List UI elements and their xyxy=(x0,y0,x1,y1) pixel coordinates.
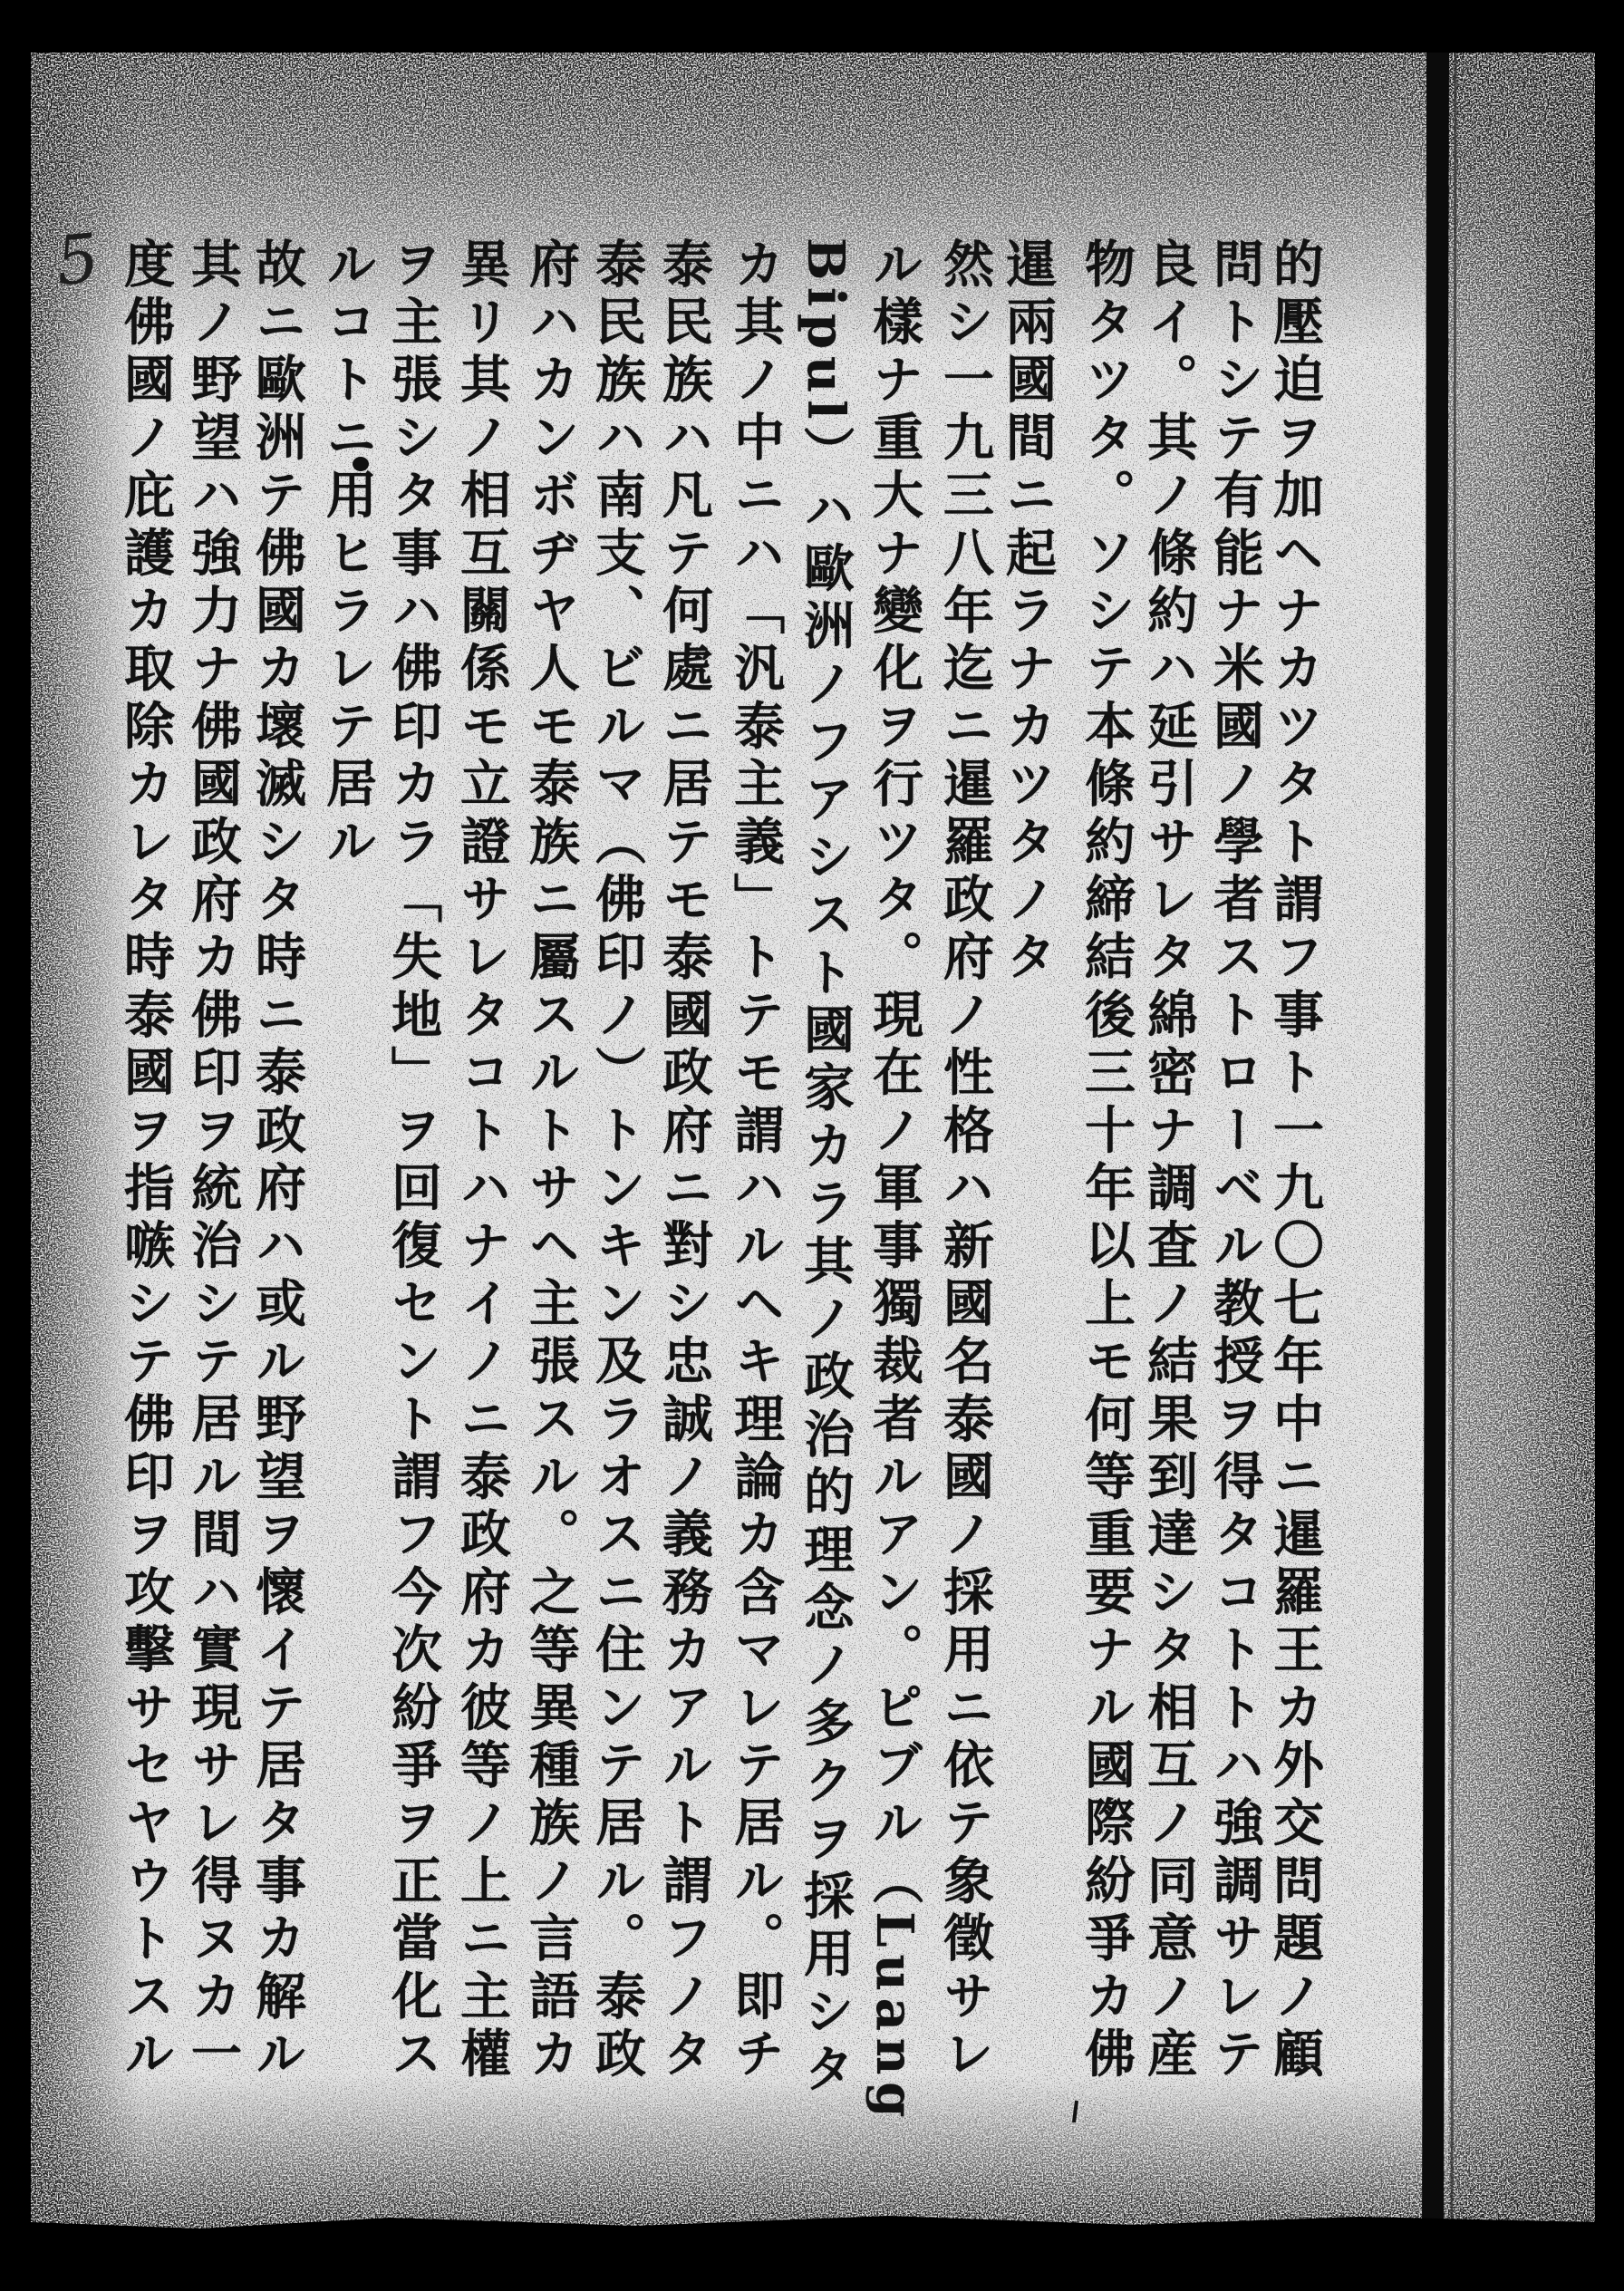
text-column-9: カ其ノ中ニハ「汎泰主義」トテモ謂ハルヘキ理論カ含マレテ居ル。即チ xyxy=(726,237,786,2085)
text-column-11: 泰民族ハ南支、ビルマ（佛印ノ）トンキン及ラオスニ住ンテ居ル。泰政 xyxy=(587,237,647,2085)
text-column-4: 物タツタ。ソシテ本條約締結後三十年以上モ何等重要ナル國際紛爭カ佛 xyxy=(1077,237,1136,2085)
text-column-15: ルコトニ用ヒラレテ居ル xyxy=(318,237,378,873)
text-column-5: 暹兩國間ニ起ラナカツタノタ xyxy=(998,237,1058,989)
text-column-12: 府ハカンボヂヤ人モ泰族ニ屬スルトサヘ主張スル。之等異種族ノ言語カ xyxy=(521,237,581,2085)
text-column-3: 良イ。其ノ條約ハ延引サレタ綿密ナ調査ノ結果到達シタ相互ノ同意ノ産 xyxy=(1139,237,1199,2085)
text-column-2: 問トシテ有能ナ米國ノ學者ストローベル教授ヲ得タコトトハ強調サレテ xyxy=(1205,237,1265,2085)
text-column-10: 泰民族ハ凡テ何處ニ居テモ泰國政府ニ對シ忠誠ノ義務カアルト謂フノタ xyxy=(654,237,714,2085)
text-column-1: 的壓迫ヲ加ヘナカツタト謂フ事ト一九〇七年中ニ暹羅王カ外交問題ノ顧 xyxy=(1265,237,1325,2085)
page-number: 5 xyxy=(52,218,103,302)
text-column-13: 異リ其ノ相互關係モ立證サレタコトハナイノニ泰政府カ彼等ノ上ニ主權 xyxy=(452,237,512,2085)
text-column-17: 其ノ野望ハ強力ナ佛國政府カ佛印ヲ統治シテ居ル間ハ實現サレ得ヌカ一 xyxy=(183,237,243,2085)
text-column-14: ヲ主張シタ事ハ佛印カラ「失地」ヲ回復セント謂フ今次紛爭ヲ正當化ス xyxy=(383,237,443,2085)
text-column-7: ル樣ナ重大ナ變化ヲ行ツタ。現在ノ軍事獨裁者ルアン。ピブル（Luang xyxy=(865,237,924,2125)
text-column-18: 度佛國ノ庇護カ取除カレタ時泰國ヲ指嗾シテ佛印ヲ攻擊サセヤウトスル xyxy=(116,237,176,2085)
text-column-16: 故ニ歐洲テ佛國カ壞滅シタ時ニ泰政府ハ或ル野望ヲ懷イテ居タ事カ解ル xyxy=(247,237,307,2085)
text-column-8: Bipul）ハ歐洲ノフアシスト國家カラ其ノ政治的理念ノ多クヲ採用シタ xyxy=(796,237,856,2101)
text-column-6: 然シ一九三八年迄ニ暹羅政府ノ性格ハ新國名泰國ノ採用ニ依テ象徵サレ xyxy=(935,237,995,2085)
